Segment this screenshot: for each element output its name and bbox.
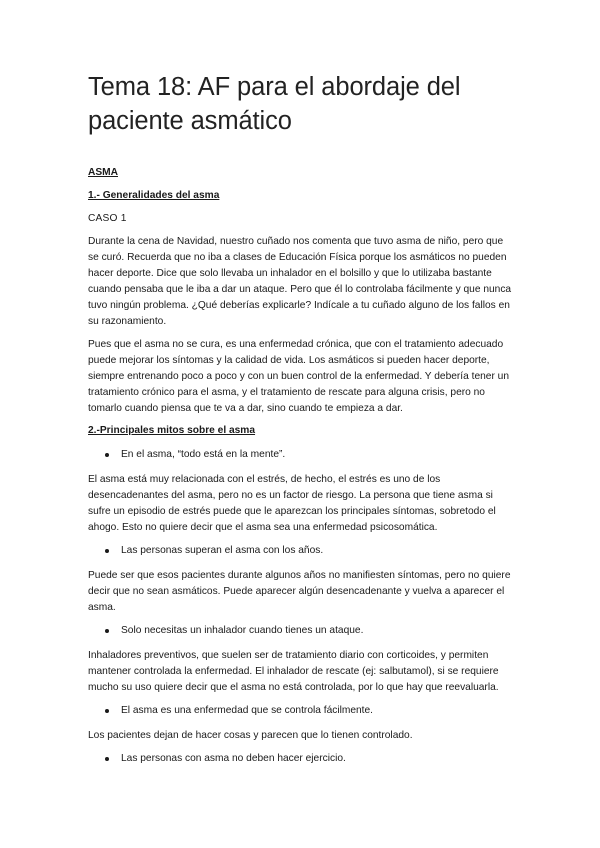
myth-text: Solo necesitas un inhalador cuando tienes un ataque. [121, 625, 364, 636]
myth-bullet-item [88, 447, 516, 463]
bullet-icon [105, 629, 109, 633]
myth-list-1 [88, 447, 516, 463]
myth-list-3 [88, 623, 516, 639]
myth-text: Las personas con asma no deben hacer ejercicio. [121, 753, 346, 764]
myth-bullet-item [88, 543, 516, 559]
myth-text: El asma es una enfermedad que se controla fácilmente. [121, 705, 374, 716]
bullet-icon [105, 709, 109, 713]
myth-text: En el asma, “todo está en la mente”. [121, 449, 286, 460]
myth-bullet-item [88, 751, 516, 767]
answer-paragraph: Pues que el asma no se cura, es una enfermedad crónica, que con el tratamiento adecuado puede mejorar los síntomas y la calidad de vida. Los asmáticos si pueden hacer deporte, siempre entrenando poco a poco y con un buen control de la enfermedad. Y debería tener un tratamiento crónico para el asma, y el tratamiento de rescate para alguna crisis, pero no tomarlo cuando piensa que te va a dar, sino cuando te empieza a dar. [88, 339, 509, 414]
bullet-icon [105, 549, 109, 553]
myth-explanation: Los pacientes dejan de hacer cosas y parecen que lo tienen controlado. [88, 730, 413, 741]
myth-bullet-item [88, 623, 516, 639]
case-label: CASO 1 [88, 213, 127, 224]
case-paragraph: Durante la cena de Navidad, nuestro cuñado nos comenta que tuvo asma de niño, pero que se curó. Recuerda que no iba a clases de Educación Física porque los asmáticos no pueden hacer deporte. Dice que solo llevaba un inhalador en el bolsillo y que lo utilizaba bastante cuando pensaba que le iba a dar un ataque. Pero que él lo controlaba fácilmente y que nunca tuvo ningún problema. ¿Qué deberías explicarle? Indícale a tu cuñado alguno de los fallos en su razonamiento. [88, 236, 512, 327]
myth-list-2 [88, 543, 516, 559]
myth-bullet-item [88, 703, 516, 719]
myth-list-4 [88, 703, 516, 719]
section-heading-generalidades: 1.- Generalidades del asma [88, 190, 220, 201]
page-title: Tema 18: AF para el abordaje del paciente asmático [88, 73, 461, 135]
bullet-icon [105, 453, 109, 457]
myth-explanation: El asma está muy relacionada con el estrés, de hecho, el estrés es uno de los desencadenantes del asma, pero no es un factor de riesgo. La persona que tiene asma si sufre un episodio de estrés puede que le aparezcan los principales síntomas, sobretodo el ahogo. Esto no quiere decir que el asma sea una enfermedad psicosomática. [88, 474, 496, 533]
bullet-icon [105, 757, 109, 761]
myth-explanation: Inhaladores preventivos, que suelen ser de tratamiento diario con corticoides, y permiten mantener controlada la enfermedad. El inhalador de rescate (ej: salbutamol), si se requiere mucho su uso quiere decir que el asma no está controlada, por lo que hay que reevaluarla. [88, 650, 499, 693]
myth-list-5 [88, 751, 516, 767]
section-heading-mitos: 2.-Principales mitos sobre el asma [88, 425, 256, 436]
myth-explanation: Puede ser que esos pacientes durante algunos años no manifiesten síntomas, pero no quiere decir que no sean asmáticos. Puede aparecer algún desencadenante y vuelva a aparecer el asma. [88, 570, 511, 613]
section-heading-asma: ASMA [88, 167, 118, 178]
myth-text: Las personas superan el asma con los años. [121, 545, 324, 556]
